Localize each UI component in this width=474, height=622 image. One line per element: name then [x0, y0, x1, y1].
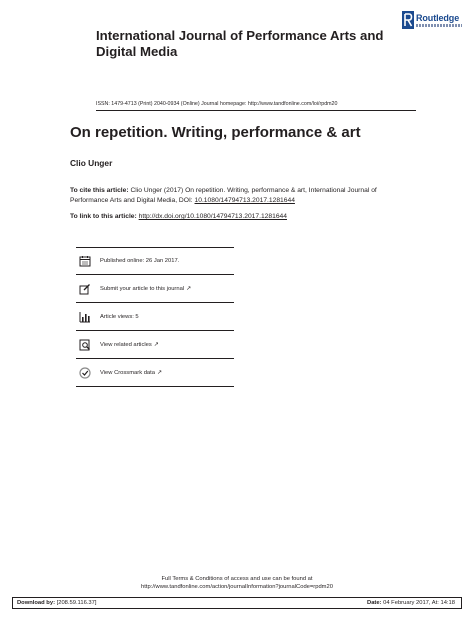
crossmark-link[interactable]: View Crossmark data — [100, 369, 155, 376]
related-articles-row[interactable] — [76, 331, 234, 359]
citation-block — [70, 186, 410, 205]
article-title: On repetition. Writing, performance & art — [70, 124, 361, 141]
calendar-icon — [79, 255, 91, 267]
terms-line: Full Terms & Conditions of access and use can be found at — [161, 576, 313, 582]
journal-title: International Journal of Performance Arts and Digital Media — [96, 28, 384, 59]
link-block — [70, 212, 410, 222]
download-info-bar — [12, 597, 462, 609]
terms-url[interactable]: http://www.tandfonline.com/action/journalInformation?journalCode=rpdm20 — [141, 584, 333, 591]
routledge-r-icon — [402, 11, 414, 29]
related-articles-link[interactable]: View related articles — [100, 341, 152, 348]
external-link-icon: ↗ — [186, 286, 192, 292]
download-date — [367, 598, 455, 608]
cite-label: To cite this article: — [70, 187, 129, 194]
routledge-logo — [402, 11, 464, 35]
published-online-label: Published online: 26 Jan 2017. — [100, 257, 180, 264]
bar-chart-icon — [79, 311, 91, 323]
cite-text: Clio Unger (2017) On repetition. Writing, performance & art, International Journal of Performance Arts and Digital Media, DOI: — [70, 187, 377, 204]
download-by-value: [208.59.116.37] — [55, 600, 97, 606]
terms-note — [0, 575, 474, 592]
article-author: Clio Unger — [70, 158, 113, 168]
published-online-row — [76, 247, 234, 275]
download-by — [17, 598, 96, 608]
cite-doi-link[interactable]: 10.1080/14794713.2017.1281644 — [194, 196, 295, 204]
issn-line: ISSN: 1479-4713 (Print) 2040-0934 (Online) Journal homepage: http://www.tandfonline.com/loi/rpdm20 — [96, 101, 338, 107]
external-link-icon: ↗ — [153, 342, 159, 348]
crossmark-icon — [79, 367, 91, 379]
article-views-label: Article views: 5 — [100, 313, 139, 320]
link-label: To link to this article: — [70, 213, 139, 220]
view-icon — [79, 339, 91, 351]
download-date-value: 04 February 2017, At: 14:18 — [381, 600, 455, 606]
download-date-label: Date: — [367, 600, 382, 606]
publisher-tagline-mark — [416, 24, 462, 27]
article-views-row — [76, 303, 234, 331]
download-by-label: Download by: — [17, 600, 55, 606]
header-divider — [96, 110, 416, 111]
external-link-icon: ↗ — [156, 370, 163, 376]
publisher-name: Routledge — [416, 13, 460, 23]
submit-article-link[interactable]: Submit your article to this journal — [100, 285, 185, 292]
crossmark-row[interactable] — [76, 359, 234, 387]
article-doi-url[interactable]: http://dx.doi.org/10.1080/14794713.2017.1281644 — [138, 213, 287, 220]
edit-icon — [79, 283, 91, 295]
submit-article-row[interactable] — [76, 275, 234, 303]
